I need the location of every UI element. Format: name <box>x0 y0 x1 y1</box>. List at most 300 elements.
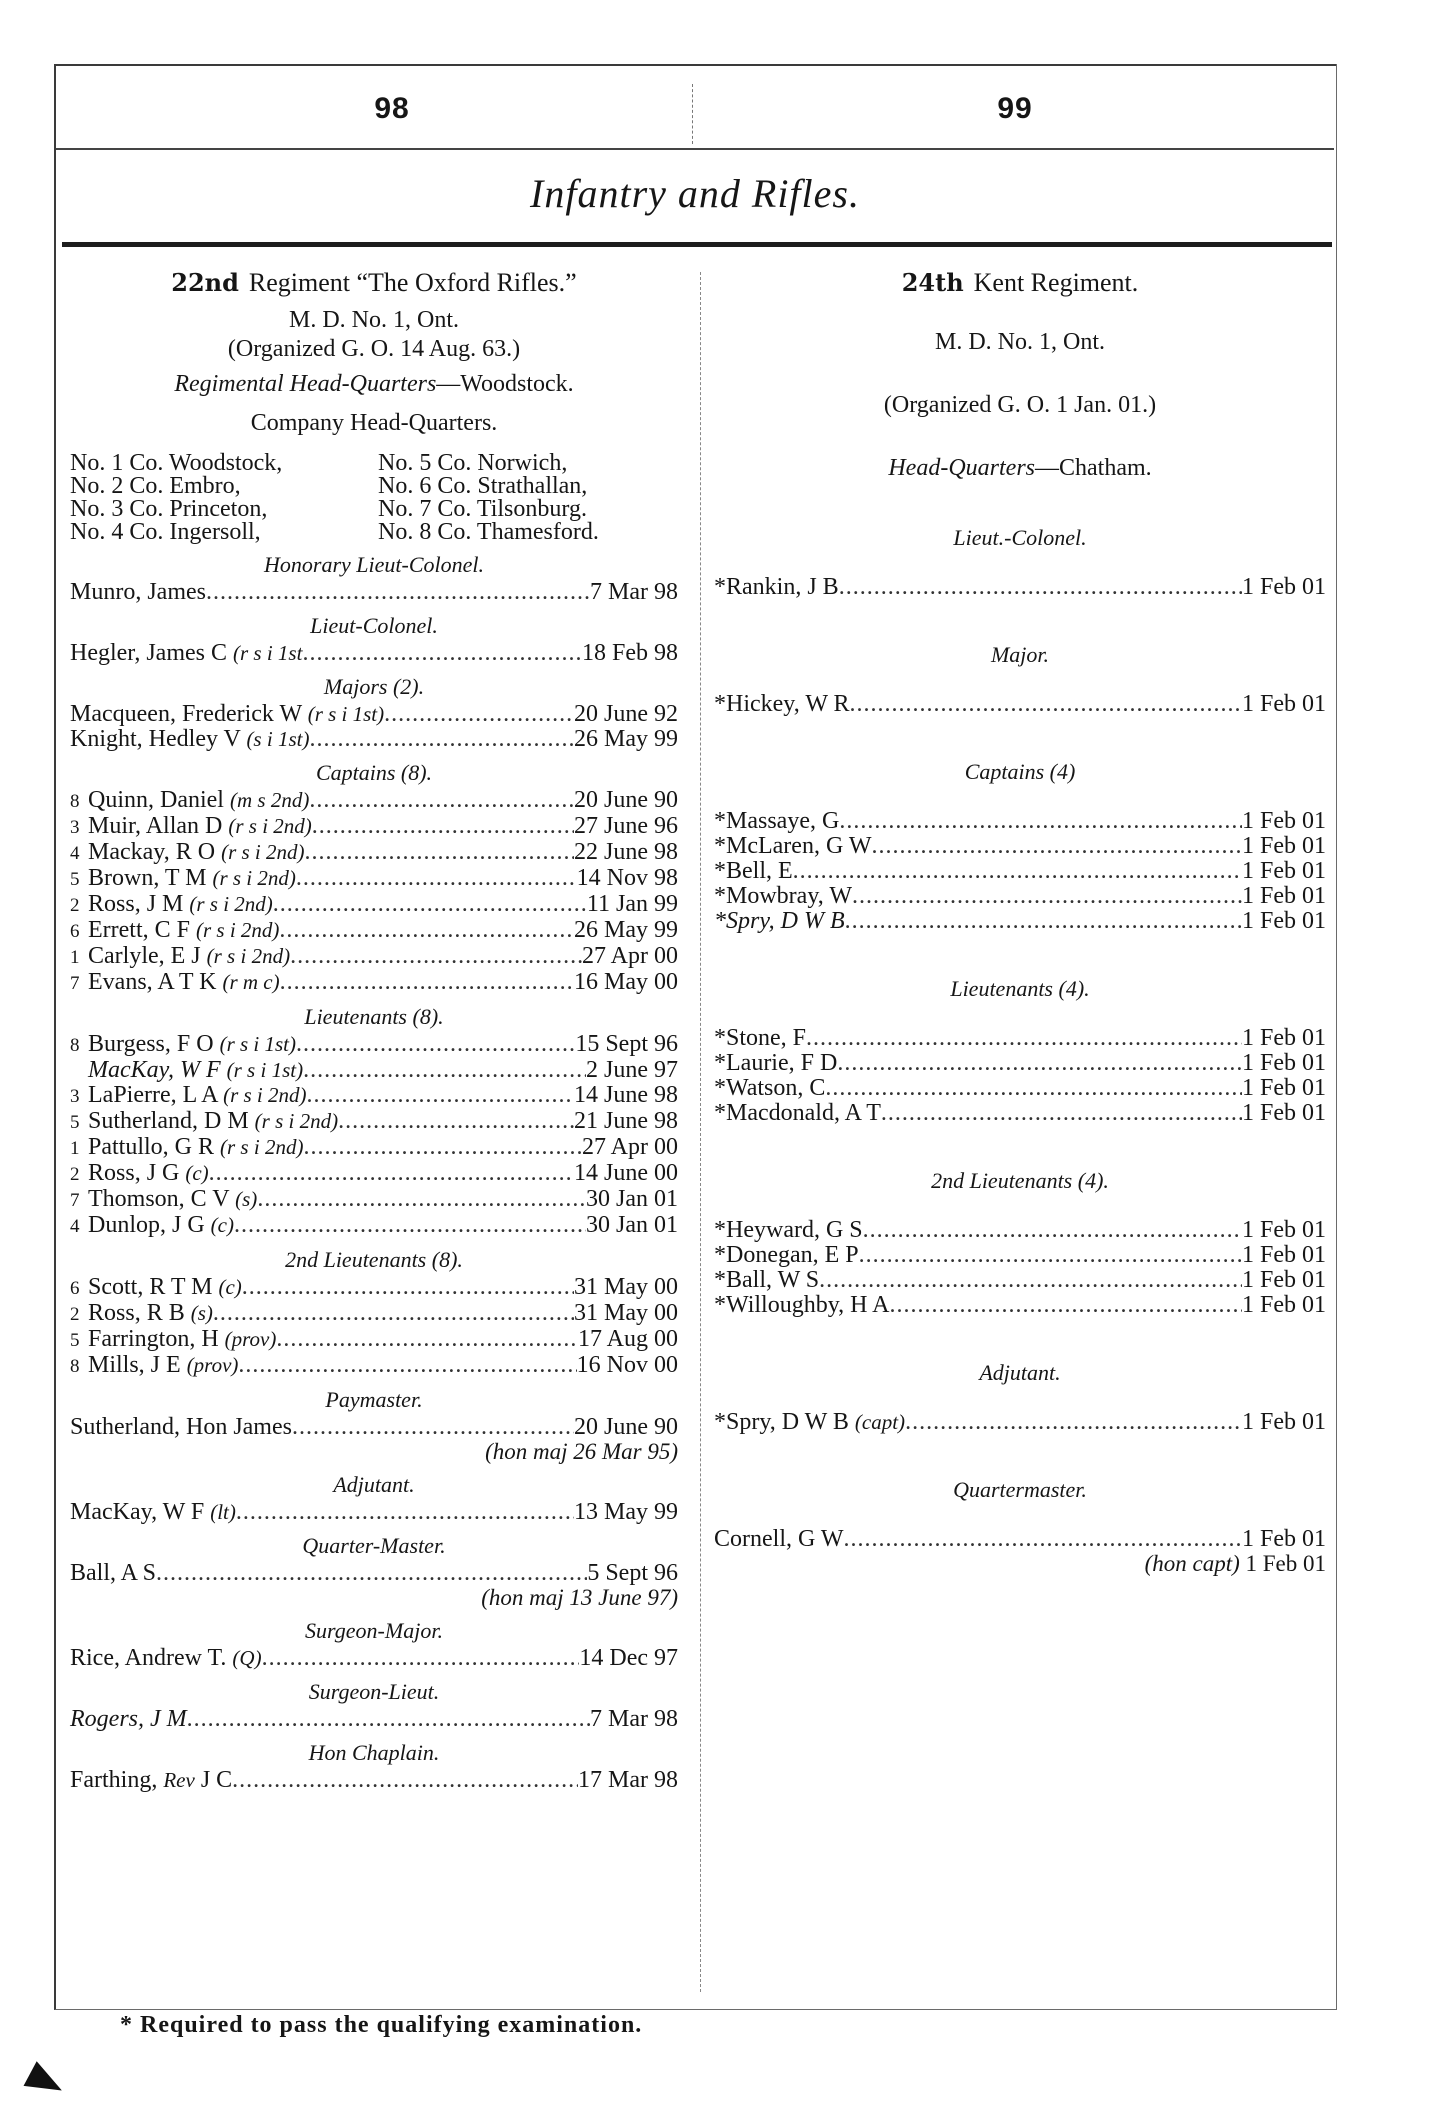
officer-entry <box>70 1301 678 1327</box>
appointment-date: 27 June 96 <box>574 813 678 839</box>
leader-dots <box>837 1051 1242 1076</box>
officer-name-cell <box>70 1327 276 1353</box>
section-gap <box>714 1388 1326 1410</box>
leader-dots <box>889 1293 1242 1318</box>
officer-sections <box>70 550 678 1793</box>
appointment-date: 21 June 98 <box>574 1108 678 1134</box>
leader-dots <box>303 1135 582 1160</box>
officer-name: *Laurie, F D <box>714 1050 838 1076</box>
officer-entry <box>714 909 1326 934</box>
leader-dots <box>290 944 582 969</box>
officer-name-cell <box>70 1415 292 1440</box>
leader-dots <box>845 909 1242 934</box>
officer-entry <box>714 809 1326 834</box>
appointment-date: 31 May 00 <box>574 1300 678 1326</box>
officer-name-cell <box>70 1161 209 1187</box>
officer-name-cell <box>714 1218 863 1243</box>
leader-dots <box>242 1275 574 1300</box>
officer-name-rest: J C <box>194 1767 233 1793</box>
officer-name: *Rankin, J B <box>714 574 839 600</box>
regiment-name: Kent Regiment. <box>973 268 1139 297</box>
headquarters-value: —Chatham. <box>1035 455 1152 481</box>
officer-name: Muir, Allan D <box>88 813 229 839</box>
officer-name: Mackay, R O <box>88 839 222 865</box>
honorary-note: (hon maj 26 Mar 95) <box>485 1439 678 1464</box>
officer-entry <box>70 840 678 866</box>
qualification: (c) <box>210 1213 234 1237</box>
leader-dots <box>257 1187 586 1212</box>
leader-dots <box>273 892 587 917</box>
leader-dots <box>276 1327 578 1352</box>
officer-entry <box>70 1353 678 1379</box>
officer-entry <box>70 1275 678 1301</box>
officer-name: Ross, J G <box>88 1160 186 1186</box>
section-heading: Lieutenants (8). <box>304 1004 444 1029</box>
section-gap <box>714 600 1326 634</box>
seniority-number: 3 <box>70 1086 80 1107</box>
section-heading: Hon Chaplain. <box>308 1740 440 1765</box>
military-district: M. D. No. 1, Ont. <box>934 329 1105 355</box>
company-hq-heading: Company Head-Quarters. <box>250 410 498 436</box>
appointment-date: 14 Nov 98 <box>576 865 678 891</box>
officer-name-cell <box>70 788 309 814</box>
officer-name-cell <box>714 1410 905 1435</box>
page-number-left: 98 <box>374 92 410 125</box>
leader-dots <box>296 1032 575 1057</box>
officer-entry <box>70 814 678 840</box>
officer-entry <box>70 1707 678 1732</box>
officer-name-cell <box>70 1058 303 1083</box>
officer-entry <box>70 1083 678 1109</box>
appointment-date: 17 Mar 98 <box>578 1767 678 1793</box>
section-heading: Paymaster. <box>325 1387 423 1412</box>
company-item: No. 1 Co. Woodstock, <box>70 450 283 476</box>
qualification: (r s i 2nd) <box>212 866 296 890</box>
section-heading: 2nd Lieutenants (8). <box>285 1247 463 1272</box>
footnote: * Required to pass the qualifying examination. <box>120 2012 643 2038</box>
leader-dots <box>213 1301 574 1326</box>
leader-dots <box>303 1058 586 1083</box>
section-heading: 2nd Lieutenants (4). <box>931 1168 1109 1193</box>
officer-entry <box>714 575 1326 600</box>
officer-name: Scott, R T M <box>88 1274 219 1300</box>
seniority-number: 8 <box>70 1356 80 1377</box>
seniority-number: 7 <box>70 1190 80 1211</box>
qualification: (capt) <box>854 1410 906 1434</box>
officer-entry <box>70 1646 678 1671</box>
appointment-date: 14 June 98 <box>574 1082 678 1108</box>
section-heading: Captains (4) <box>964 759 1076 784</box>
qualification: (s i 1st) <box>246 727 310 751</box>
headquarters-label: Regimental Head-Quarters <box>174 371 437 397</box>
officer-entry <box>714 834 1326 859</box>
appointment-date: 17 Aug 00 <box>577 1326 678 1352</box>
officer-entry <box>714 884 1326 909</box>
appointment-date: 16 Nov 00 <box>576 1352 678 1378</box>
officer-name: *Donegan, E P <box>714 1242 859 1268</box>
leader-dots <box>312 814 574 839</box>
regiment-number: 24th <box>901 268 964 297</box>
officer-entry <box>70 580 678 605</box>
officer-entry <box>70 1058 678 1083</box>
officer-name-cell <box>70 1213 234 1239</box>
leader-dots <box>852 884 1242 909</box>
officer-name-cell <box>70 892 273 918</box>
officer-entry <box>70 1213 678 1239</box>
leader-dots <box>302 641 582 666</box>
officer-entry <box>714 1218 1326 1243</box>
leader-dots <box>806 1026 1242 1051</box>
section-heading: Quarter-Master. <box>302 1533 446 1558</box>
officer-entry <box>70 1135 678 1161</box>
officer-name-cell <box>70 1301 213 1327</box>
honorary-note <box>714 1552 1326 1576</box>
officer-name: Munro, James <box>70 579 206 605</box>
officer-name: *Bell, E <box>714 858 793 884</box>
officer-entry <box>714 1051 1326 1076</box>
regiment-title <box>714 268 1326 298</box>
seniority-number: 4 <box>70 843 80 864</box>
officer-entry <box>70 1561 678 1586</box>
officer-name: Farrington, H <box>88 1326 225 1352</box>
officer-name: *Hickey, W R <box>714 691 850 717</box>
appointment-date: 1 Feb 01 <box>1242 1025 1326 1051</box>
company-item: No. 8 Co. Thamesford. <box>378 519 599 545</box>
section-gap <box>714 934 1326 968</box>
appointment-date: 15 Sept 96 <box>575 1031 678 1057</box>
officer-name-cell <box>70 1187 257 1213</box>
leader-dots <box>206 580 590 605</box>
officer-entry <box>70 892 678 918</box>
officer-name: Rice, Andrew T. <box>70 1645 233 1671</box>
headquarters-label: Head-Quarters <box>888 455 1035 481</box>
leader-dots <box>793 859 1242 884</box>
officer-name: MacKay, W F <box>70 1499 211 1525</box>
seniority-number: 8 <box>70 791 80 812</box>
appointment-date: 1 Feb 01 <box>1242 1267 1326 1293</box>
officer-name-cell <box>714 1051 837 1076</box>
officer-name: *Mowbray, W <box>714 883 852 909</box>
officer-name: MacKay, W F <box>88 1057 227 1083</box>
officer-entry <box>714 1268 1326 1293</box>
leader-dots <box>338 1109 574 1134</box>
officer-name: *Stone, F <box>714 1025 807 1051</box>
officer-name: Errett, C F <box>88 917 196 943</box>
officer-entry <box>70 1415 678 1440</box>
appointment-date: 11 Jan 99 <box>586 891 678 917</box>
seniority-number: 1 <box>70 1138 80 1159</box>
section-gap <box>714 670 1326 692</box>
officer-entry <box>714 1293 1326 1318</box>
seniority-number: 1 <box>70 947 80 968</box>
officer-name: Quinn, Daniel <box>88 787 230 813</box>
officer-name: *Macdonald, A T <box>714 1100 881 1126</box>
officer-entry <box>70 918 678 944</box>
officer-name: LaPierre, L A <box>88 1082 224 1108</box>
left-column <box>70 268 678 1793</box>
officer-entry <box>70 944 678 970</box>
officer-name-cell <box>70 1768 232 1793</box>
qualification: (r s i 1st) <box>307 702 385 726</box>
appointment-date: 1 Feb 01 <box>1242 883 1326 909</box>
appointment-date: 1 Feb 01 <box>1242 574 1326 600</box>
leader-dots <box>234 1213 586 1238</box>
company-list <box>70 452 678 544</box>
seniority-number: 2 <box>70 1164 80 1185</box>
leader-dots <box>844 1527 1242 1552</box>
officer-name: *Massaye, G <box>714 808 840 834</box>
seniority-number: 4 <box>70 1216 80 1237</box>
qualification: (prov) <box>224 1327 277 1351</box>
section-heading: Honorary Lieut-Colonel. <box>264 552 484 577</box>
officer-name-cell <box>70 814 312 840</box>
officer-entry <box>70 727 678 752</box>
officer-name-cell <box>70 840 305 866</box>
headquarters-value: —Woodstock. <box>436 371 574 397</box>
officer-entry <box>70 641 678 666</box>
section-gap <box>714 1196 1326 1218</box>
officer-name: *Spry, D W B <box>714 908 845 934</box>
column-divider <box>700 272 701 1992</box>
officer-name: *Heyward, G S <box>714 1217 863 1243</box>
leader-dots <box>156 1561 587 1586</box>
officer-entry <box>714 692 1326 717</box>
officer-name: *McLaren, G W <box>714 833 872 859</box>
officer-name: Mills, J E <box>88 1352 187 1378</box>
appointment-date: 5 Sept 96 <box>587 1560 678 1586</box>
leader-dots <box>238 1353 576 1378</box>
leader-dots <box>825 1076 1242 1101</box>
section-gap <box>714 717 1326 751</box>
leader-dots <box>872 834 1243 859</box>
page-number-right: 99 <box>997 92 1033 125</box>
regiment-number: 22nd <box>171 268 239 297</box>
officer-name-cell <box>714 692 850 717</box>
company-item: No. 3 Co. Princeton, <box>70 496 268 522</box>
officer-name-cell <box>70 944 290 970</box>
officer-name-cell <box>70 1109 338 1135</box>
officer-name-cell <box>70 1561 156 1586</box>
appointment-date: 13 May 99 <box>574 1499 678 1525</box>
seniority-number: 2 <box>70 1304 80 1325</box>
qualification: Rev <box>163 1768 195 1792</box>
appointment-date: 1 Feb 01 <box>1242 833 1326 859</box>
section-gap <box>714 483 1326 517</box>
company-item: No. 2 Co. Embro, <box>70 473 241 499</box>
officer-name-cell <box>70 1646 262 1671</box>
leader-dots <box>292 1415 574 1440</box>
officer-name: *Willoughby, H A <box>714 1292 890 1318</box>
officer-entry <box>714 1527 1326 1552</box>
leader-dots <box>839 575 1242 600</box>
officer-sections <box>714 483 1326 1576</box>
officer-name-cell <box>714 809 839 834</box>
leader-dots <box>296 866 577 891</box>
leader-dots <box>305 840 575 865</box>
officer-name-cell <box>70 918 279 944</box>
appointment-date: 18 Feb 98 <box>582 640 678 666</box>
officer-name: Macqueen, Frederick W <box>70 701 308 727</box>
section-heading: Adjutant. <box>333 1472 415 1497</box>
qualification: (r s i 2nd) <box>220 1135 304 1159</box>
section-gap <box>714 787 1326 809</box>
officer-name: *Watson, C <box>714 1075 826 1101</box>
qualification: (r s i 1st) <box>219 1032 297 1056</box>
officer-name-cell <box>70 1353 238 1379</box>
appointment-date: 1 Feb 01 <box>1242 1526 1326 1552</box>
page-number-rule <box>56 148 1334 150</box>
section-heading: Majors (2). <box>323 674 425 699</box>
military-district: M. D. No. 1, Ont. <box>288 307 459 333</box>
qualification: (prov) <box>186 1353 239 1377</box>
officer-name-cell <box>714 834 872 859</box>
officer-name-cell <box>70 580 206 605</box>
appointment-date: 30 Jan 01 <box>586 1186 678 1212</box>
officer-name: Pattullo, G R <box>88 1134 221 1160</box>
right-column <box>714 268 1326 1576</box>
officer-name-cell <box>70 1083 307 1109</box>
section-heading: Adjutant. <box>979 1360 1061 1385</box>
officer-name-cell <box>714 1076 825 1101</box>
officer-name: Rogers, J M <box>70 1706 187 1732</box>
appointment-date: 26 May 99 <box>574 917 678 943</box>
officer-name-cell <box>70 1135 303 1161</box>
officer-name: *Ball, W S <box>714 1267 820 1293</box>
appointment-date: 30 Jan 01 <box>586 1212 678 1238</box>
appointment-date: 31 May 00 <box>574 1274 678 1300</box>
appointment-date: 20 June 90 <box>574 787 678 813</box>
honorary-note-date: 1 Feb 01 <box>1239 1551 1326 1576</box>
officer-entry <box>714 1101 1326 1126</box>
officer-name: Burgess, F O <box>88 1031 220 1057</box>
officer-entry <box>70 866 678 892</box>
qualification: (c) <box>218 1275 242 1299</box>
qualification: (Q) <box>232 1646 262 1670</box>
officer-name-cell <box>714 1268 819 1293</box>
section-heading: Captains (8). <box>315 760 433 785</box>
appointment-date: 7 Mar 98 <box>590 579 678 605</box>
qualification: (m s 2nd) <box>229 788 310 812</box>
section-heading: Quartermaster. <box>953 1477 1087 1502</box>
appointment-date: 2 June 97 <box>586 1057 678 1083</box>
honorary-note-label: (hon capt) <box>1144 1551 1240 1576</box>
officer-entry <box>70 788 678 814</box>
leader-dots <box>279 918 574 943</box>
section-heading: Lieutenants (4). <box>950 976 1090 1001</box>
qualification: (s) <box>235 1187 258 1211</box>
honorary-note: (hon maj 13 June 97) <box>481 1585 678 1610</box>
leader-dots <box>881 1101 1242 1126</box>
officer-name-cell <box>70 1707 187 1732</box>
appointment-date: 16 May 00 <box>574 969 678 995</box>
headquarters <box>714 454 1326 483</box>
seniority-number: 7 <box>70 973 80 994</box>
officer-name: Brown, T M <box>88 865 213 891</box>
seniority-number: 2 <box>70 895 80 916</box>
page-title: Infantry and Rifles. <box>530 171 860 216</box>
appointment-date: 27 Apr 00 <box>582 943 678 969</box>
leader-dots <box>859 1243 1242 1268</box>
qualification: (r s i 1st) <box>226 1058 304 1082</box>
appointment-date: 1 Feb 01 <box>1242 858 1326 884</box>
appointment-date: 14 Dec 97 <box>579 1645 678 1671</box>
section-gap <box>714 553 1326 575</box>
seniority-number: 3 <box>70 817 80 838</box>
officer-name-cell <box>70 970 280 996</box>
officer-name-cell <box>714 1293 889 1318</box>
qualification: (r s i 2nd) <box>228 814 312 838</box>
qualification: (r s i 2nd) <box>223 1083 307 1107</box>
leader-dots <box>309 788 574 813</box>
appointment-date: 14 June 00 <box>574 1160 678 1186</box>
officer-name-cell <box>714 859 793 884</box>
officer-name: Ross, J M <box>88 891 190 917</box>
officer-name: Sutherland, D M <box>88 1108 255 1134</box>
officer-entry <box>70 1161 678 1187</box>
officer-name: Hegler, James C <box>70 640 233 666</box>
leader-dots <box>863 1218 1242 1243</box>
officer-name: Ross, R B <box>88 1300 191 1326</box>
appointment-date: 1 Feb 01 <box>1242 1409 1326 1435</box>
officer-name: Thomson, C V <box>88 1186 236 1212</box>
officer-name: Dunlop, J G <box>88 1212 211 1238</box>
section-gap <box>714 1435 1326 1469</box>
officer-name: Farthing, <box>70 1767 164 1793</box>
leader-dots <box>187 1707 590 1732</box>
officer-name-cell <box>714 884 852 909</box>
leader-dots <box>262 1646 580 1671</box>
section-heading: Lieut.-Colonel. <box>953 525 1087 550</box>
company-item: No. 7 Co. Tilsonburg. <box>378 496 587 522</box>
officer-name: Evans, A T K <box>88 969 223 995</box>
leader-dots <box>236 1500 574 1525</box>
appointment-date: 20 June 90 <box>574 1414 678 1440</box>
section-gap <box>714 1505 1326 1527</box>
leader-dots <box>819 1268 1242 1293</box>
leader-dots <box>850 692 1242 717</box>
company-item: No. 6 Co. Strathallan, <box>378 473 588 499</box>
section-gap <box>714 1318 1326 1352</box>
qualification: (r s i 2nd) <box>189 892 273 916</box>
officer-name: Cornell, G W <box>714 1526 844 1552</box>
officer-name-cell <box>70 866 296 892</box>
officer-name: Sutherland, Hon James <box>70 1414 292 1440</box>
qualification: (s) <box>190 1301 213 1325</box>
leader-dots <box>307 1083 575 1108</box>
seniority-number: 5 <box>70 1112 80 1133</box>
officer-name-cell <box>714 909 845 934</box>
qualification: (r m c) <box>222 970 280 994</box>
officer-entry <box>70 1327 678 1353</box>
corner-arrow-mark <box>24 2061 69 2103</box>
leader-dots <box>839 809 1242 834</box>
appointment-date: 1 Feb 01 <box>1242 808 1326 834</box>
appointment-date: 27 Apr 00 <box>582 1134 678 1160</box>
qualification: (r s i 1st <box>233 641 303 665</box>
officer-name-cell <box>70 702 384 727</box>
section-heading: Lieut-Colonel. <box>310 613 438 638</box>
leader-dots <box>280 970 574 995</box>
officer-name-cell <box>70 1032 296 1058</box>
appointment-date: 1 Feb 01 <box>1242 1100 1326 1126</box>
appointment-date: 1 Feb 01 <box>1242 1075 1326 1101</box>
appointment-date: 1 Feb 01 <box>1242 1242 1326 1268</box>
title-rule <box>62 242 1332 247</box>
officer-entry <box>714 1243 1326 1268</box>
regiment-name: Regiment “The Oxford Rifles.” <box>248 268 577 297</box>
appointment-date: 26 May 99 <box>574 726 678 752</box>
leader-dots <box>232 1768 578 1793</box>
